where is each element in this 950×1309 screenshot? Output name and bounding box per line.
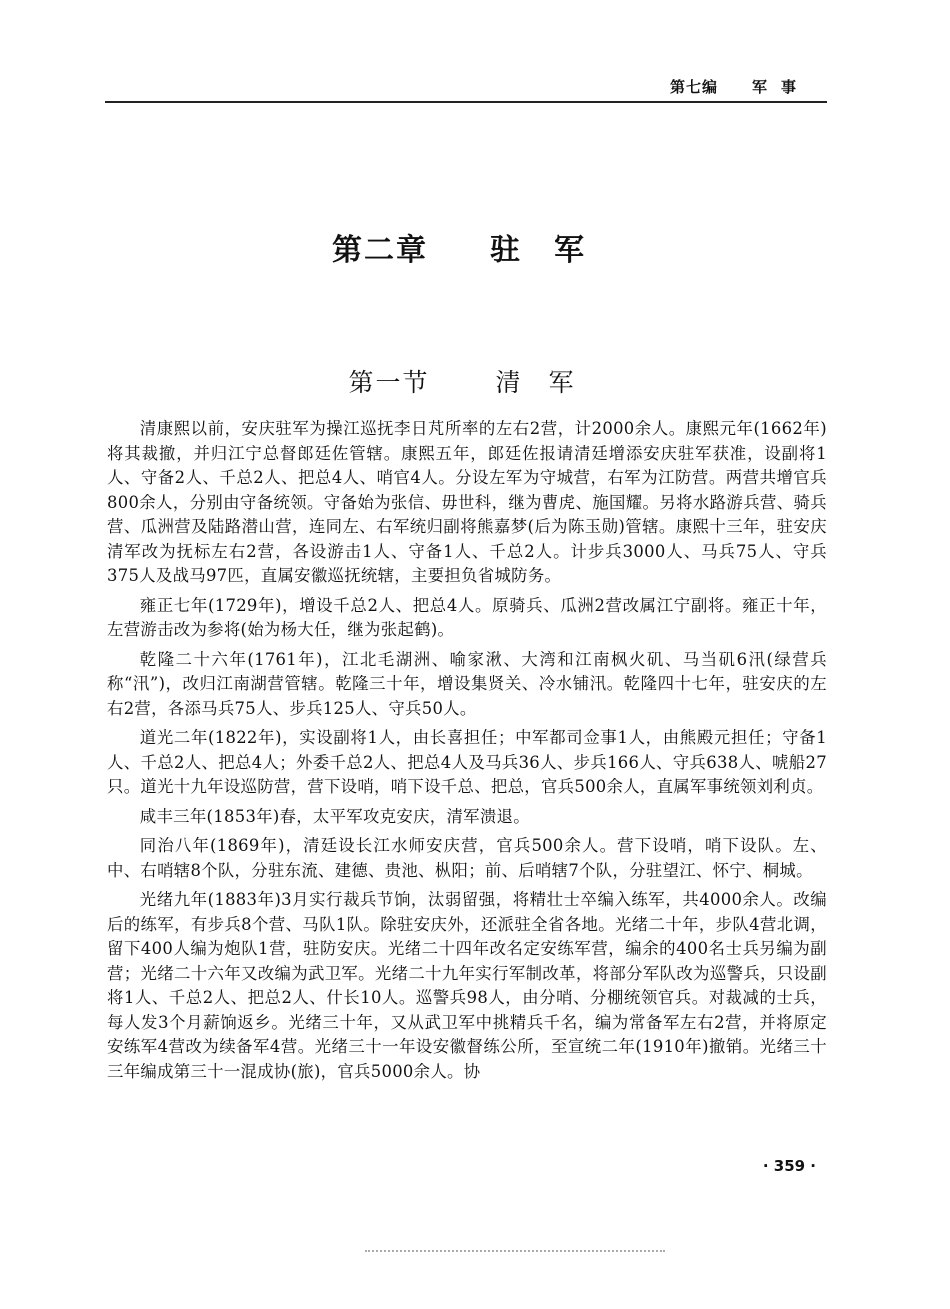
page-number: · 359 · (762, 1157, 816, 1175)
paragraph: 清康熙以前，安庆驻军为操江巡抚李日芃所率的左右2营，计2000余人。康熙元年(1662年)将其裁撤，并归江宁总督郎廷佐管辖。康熙五年，郎廷佐报请清廷增添安庆驻军获准，设副将1人、守备2人、千总2人、把总4人、哨官4人。分设左军为守城营，右军为江防营。两营共增官兵800余人，分别由守备统领。守备始为张信、毋世科，继为曹虎、施国耀。另将水路游兵营、骑兵营、瓜洲营及陆路潜山营，连同左、右军统归副将熊嘉梦(后为陈玉勋)管辖。康熙十三年，驻安庆清军改为抚标左右2营，各设游击1人、守备1人、千总2人。计步兵3000人、马兵75人、守兵375人及战马97匹，直属安徽巡抚统辖，主要担负省城防务。 (107, 419, 827, 585)
paragraph: 光绪九年(1883年)3月实行裁兵节饷，汰弱留强，将精壮士卒编入练军，共4000余人。改编后的练军，有步兵8个营、马队1队。除驻安庆外，还派驻全省各地。光绪二十年，步队4营北调，留下400人编为炮队1营，驻防安庆。光绪二十四年改名定安练军营，编余的400名士兵另编为副营；光绪二十六年又改编为武卫军。光绪二十九年实行军制改革，将部分军队改为巡警兵，只设副将1人、千总2人、把总2人、什长10人。巡警兵98人，由分哨、分棚统领官兵。对裁减的士兵，每人发3个月薪饷返乡。光绪三十年，又从武卫军中挑精兵千名，编为常备军左右2营，并将原定安练军4营改为续备军4营。光绪三十一年设安徽督练公所，至宣统二年(1910年)撤销。光绪三十三年编成第三十一混成协(旅)，官兵5000余人。协 (107, 890, 827, 1081)
paragraph: 咸丰三年(1853年)春，太平军攻克安庆，清军溃退。 (139, 806, 530, 826)
chapter-title (0, 225, 950, 269)
running-head (670, 76, 810, 97)
section-number: 第一节 (348, 368, 430, 397)
paragraph: 道光二年(1822年)，实设副将1人，由长喜担任；中军都司佥事1人，由熊殿元担任；守备1人、千总2人、把总4人；外委千总2人、把总4人及马兵36人、步兵166人、守兵638人、唬船27只。道光十九年设巡防营，营下设哨，哨下设千总、把总，官兵500余人，直属军事统领刘利贞。 (107, 728, 827, 796)
section-name: 清军 (495, 368, 602, 397)
scan-artifact-line (365, 1250, 665, 1254)
paragraph: 雍正七年(1729年)，增设千总2人、把总4人。原骑兵、瓜洲2营改属江宁副将。雍正十年，左营游击改为参将(始为杨大任，继为张起鹤)。 (107, 595, 827, 639)
section-title (0, 363, 950, 399)
chapter-name: 驻军 (490, 233, 618, 268)
paragraph: 乾隆二十六年(1761年)，江北毛湖洲、喻家湫、大湾和江南枫火矶、马当矶6汛(绿营兵称“汛”)，改归江南湖营管辖。乾隆三十年，增设集贤关、冷水铺汛。乾隆四十七年，驻安庆的左右2营，各添马兵75人、步兵125人、守兵50人。 (107, 649, 827, 718)
chapter-number: 第二章 (332, 233, 428, 268)
header-rule (105, 101, 827, 103)
body-text (107, 417, 827, 1089)
running-head-topic: 军事 (751, 78, 810, 96)
paragraph: 同治八年(1869年)，清廷设长江水师安庆营，官兵500余人。营下设哨，哨下设队。左、中、右哨辖8个队，分驻东流、建德、贵池、枞阳；前、后哨辖7个队，分驻望江、怀宁、桐城。 (107, 836, 827, 880)
running-head-part: 第七编 (669, 78, 718, 96)
